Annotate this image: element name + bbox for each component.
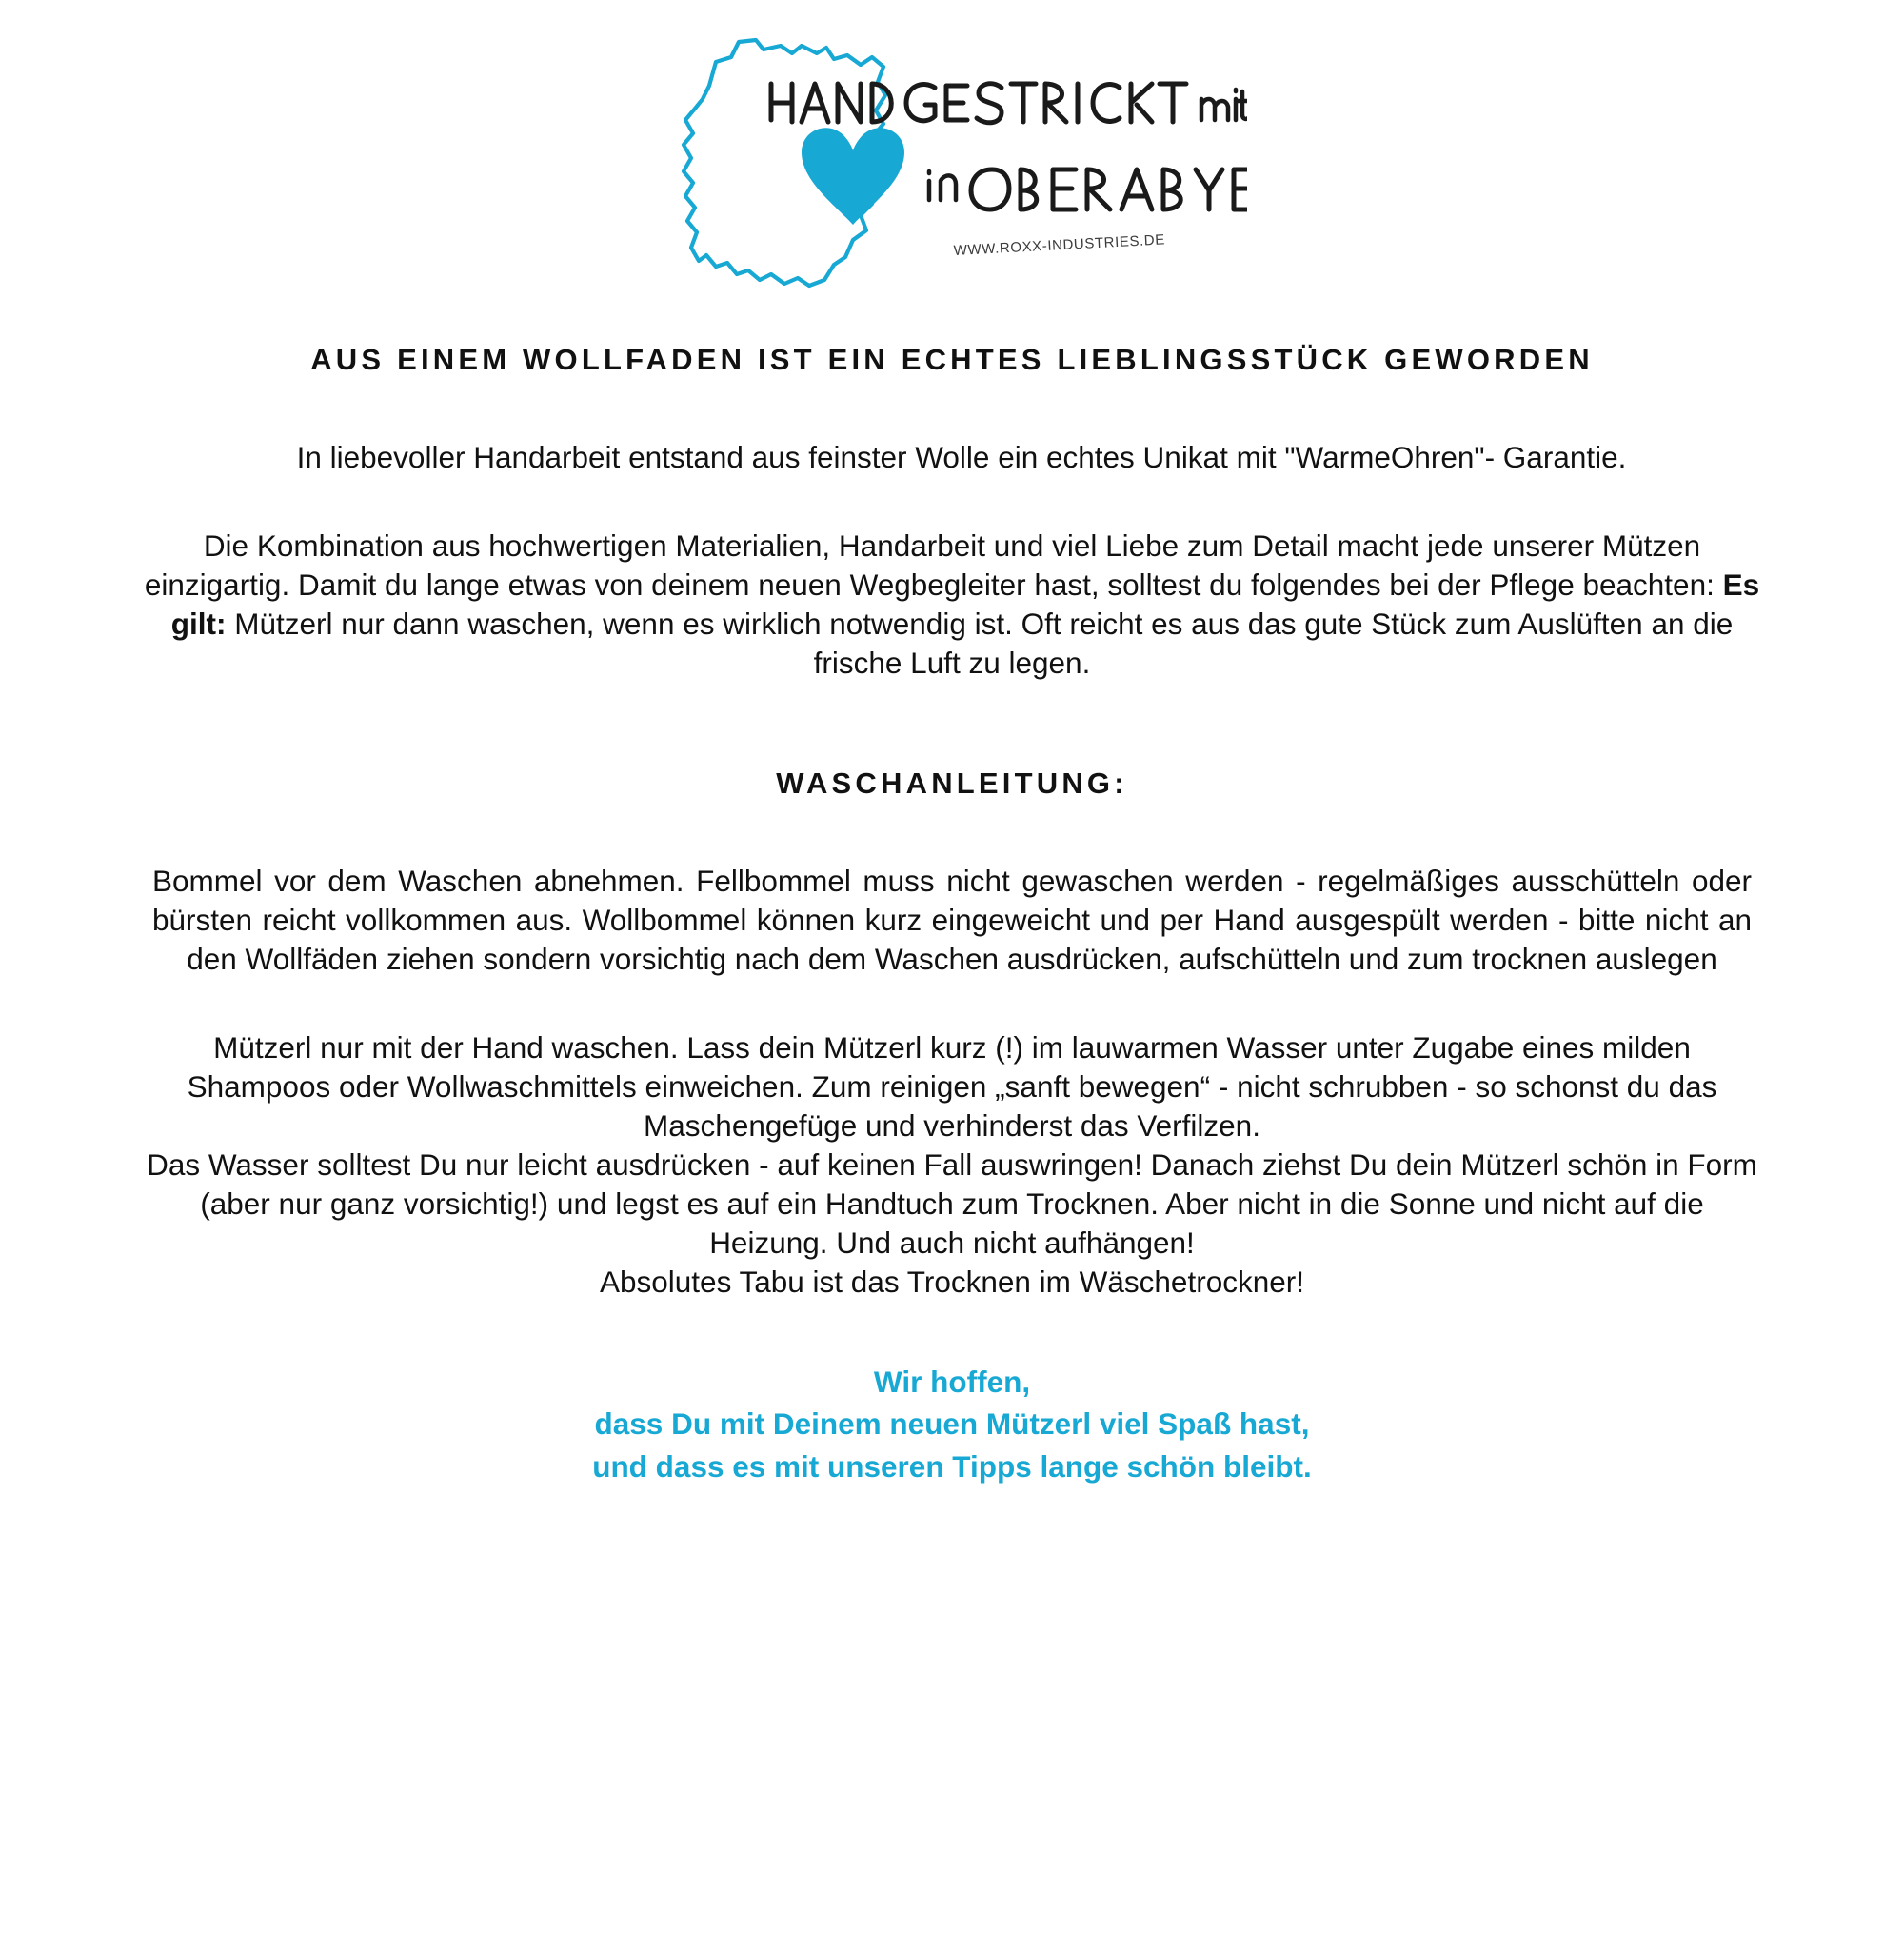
wash-drying-paragraph: Das Wasser solltest Du nur leicht ausdrücken - auf keinen Fall auswringen! Danach ziehst Du dein Mützerl schön in Form (aber nur ganz vorsichtig!) und legst es auf ein Handtuch zum Trocknen. Aber nicht in die Sonne und nicht auf die Heizung. Und auch nicht aufhängen!	[147, 1146, 1757, 1260]
brand-logo	[657, 29, 1247, 314]
logo-url: WWW.ROXX-INDUSTRIES.DE	[953, 231, 1166, 259]
closing-line-1: Wir hoffen,	[873, 1364, 1031, 1399]
care-text-part2: Mützerl nur dann waschen, wenn es wirklich notwendig ist. Oft reicht es aus das gute Stück zum Auslüften an die frische Luft zu legen.	[226, 607, 1734, 681]
closing-line-2: dass Du mit Deinem neuen Mützerl viel Spaß hast,	[594, 1406, 1310, 1442]
closing-line-3: und dass es mit unseren Tipps lange schön bleibt.	[592, 1449, 1312, 1485]
document-body	[86, 341, 1818, 1488]
wash-taboo-paragraph: Absolutes Tabu ist das Trocknen im Wäschetrockner!	[599, 1264, 1304, 1299]
logo-wordmark-line1	[771, 84, 1247, 123]
care-paragraph	[143, 527, 1761, 683]
wash-bommel-paragraph: Bommel vor dem Waschen abnehmen. Fellbommel muss nicht gewaschen werden - regelmäßiges ausschütteln oder bürsten reicht vollkommen aus. Wollbommel können kurz eingeweicht und per Hand ausgespült werden - bitte nicht an den Wollfäden ziehen sondern vorsichtig nach dem Waschen ausdrücken, aufschütteln und zum trocknen auslegen	[152, 864, 1752, 977]
section-title-washing: WASCHANLEITUNG:	[776, 766, 1128, 800]
heart-icon	[802, 128, 904, 225]
page-title: AUS EINEM WOLLFADEN IST EIN ECHTES LIEBLINGSSTÜCK GEWORDEN	[310, 343, 1594, 376]
care-text-bold: Es gilt:	[170, 568, 1760, 642]
wash-hand-paragraph: Mützerl nur mit der Hand waschen. Lass dein Mützerl kurz (!) im lauwarmen Wasser unter Zugabe eines milden Shampoos oder Wollwaschmittels einweichen. Zum reinigen „sanft bewegen“ - nicht schrubben - so schonst du das Maschengefüge und verhinderst das Verfilzen.	[187, 1030, 1717, 1143]
logo-wordmark-line2	[929, 169, 1247, 209]
care-instructions-page	[0, 29, 1904, 1933]
intro-paragraph: In liebevoller Handarbeit entstand aus feinster Wolle ein echtes Unikat mit "WarmeOhren"- Garantie.	[296, 440, 1627, 475]
care-text-part1: Die Kombination aus hochwertigen Materialien, Handarbeit und viel Liebe zum Detail macht jede unserer Mützen einzigartig. Damit du lange etwas von deinem neuen Wegbegleiter hast, solltest du folgendes bei der Pflege beachten:	[144, 528, 1723, 603]
